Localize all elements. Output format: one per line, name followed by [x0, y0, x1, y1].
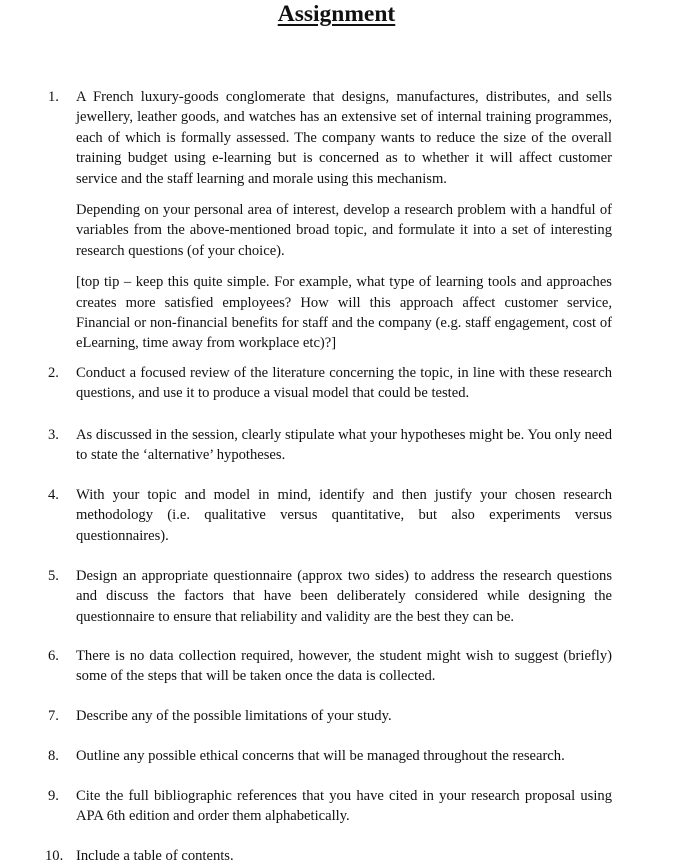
- list-item-7: [0, 706, 673, 726]
- item-paragraph: Outline any possible ethical concerns that will be managed throughout the research.: [76, 748, 565, 764]
- item-paragraph: Design an appropriate questionnaire (approx two sides) to address the research questions and discuss the factors that have been deliberately considered while designing the questionnaire to ensure that reliability and validity are the best they can be.: [76, 568, 612, 625]
- item-number: 1.: [48, 89, 59, 105]
- item-number: 8.: [48, 748, 59, 764]
- list-item-1: [0, 87, 673, 354]
- item-paragraph: With your topic and model in mind, identify and then justify your chosen research methodology (i.e. qualitative versus quantitative, but also experiments versus questionnaires).: [76, 487, 612, 544]
- item-number: 6.: [48, 648, 59, 664]
- item-number: 9.: [48, 788, 59, 804]
- item-paragraph: Describe any of the possible limitations of your study.: [76, 708, 392, 724]
- list-item-5: [0, 566, 673, 627]
- list-item-3: [0, 425, 673, 466]
- item-paragraph: [top tip – keep this quite simple. For example, what type of learning tools and approaches creates more satisfied employees? How will this approach affect customer service, Financial or non-financial benefits for staff and the company (e.g. staff engagement, cost of eLearning, time away from workplace etc)?]: [76, 274, 612, 352]
- item-paragraph: There is no data collection required, however, the student might wish to suggest (briefly) some of the steps that will be taken once the data is collected.: [76, 648, 612, 685]
- item-number: 5.: [48, 568, 59, 584]
- item-paragraph: Depending on your personal area of interest, develop a research problem with a handful of variables from the above-mentioned broad topic, and formulate it into a set of interesting research questions (of your choice).: [76, 202, 612, 259]
- list-item-8: [0, 746, 673, 766]
- item-paragraph: A French luxury-goods conglomerate that designs, manufactures, distributes, and sells jewellery, leather goods, and watches has an extensive set of internal training programmes, each of which is formally assessed. The company wants to reduce the size of the overall training budget using e-learning but is concerned as to whether it will affect customer service and the staff learning and morale using this mechanism.: [76, 89, 612, 187]
- item-paragraph: Conduct a focused review of the literature concerning the topic, in line with these research questions, and use it to produce a visual model that could be tested.: [76, 365, 612, 402]
- item-number: 4.: [48, 487, 59, 503]
- item-number: 10.: [45, 848, 64, 864]
- list-item-9: [0, 786, 673, 827]
- list-item-10: [0, 846, 673, 866]
- list-item-6: [0, 646, 673, 687]
- list-item-4: [0, 485, 673, 546]
- item-number: 3.: [48, 427, 59, 443]
- list-item-2: [0, 363, 673, 404]
- item-number: 2.: [48, 365, 59, 381]
- item-number: 7.: [48, 708, 59, 724]
- item-paragraph: Include a table of contents.: [76, 848, 234, 864]
- item-paragraph: As discussed in the session, clearly stipulate what your hypotheses might be. You only need to state the ‘alternative’ hypotheses.: [76, 427, 612, 464]
- item-paragraph: Cite the full bibliographic references that you have cited in your research proposal using APA 6th edition and order them alphabetically.: [76, 788, 612, 825]
- document-title: Assignment: [277, 1, 396, 27]
